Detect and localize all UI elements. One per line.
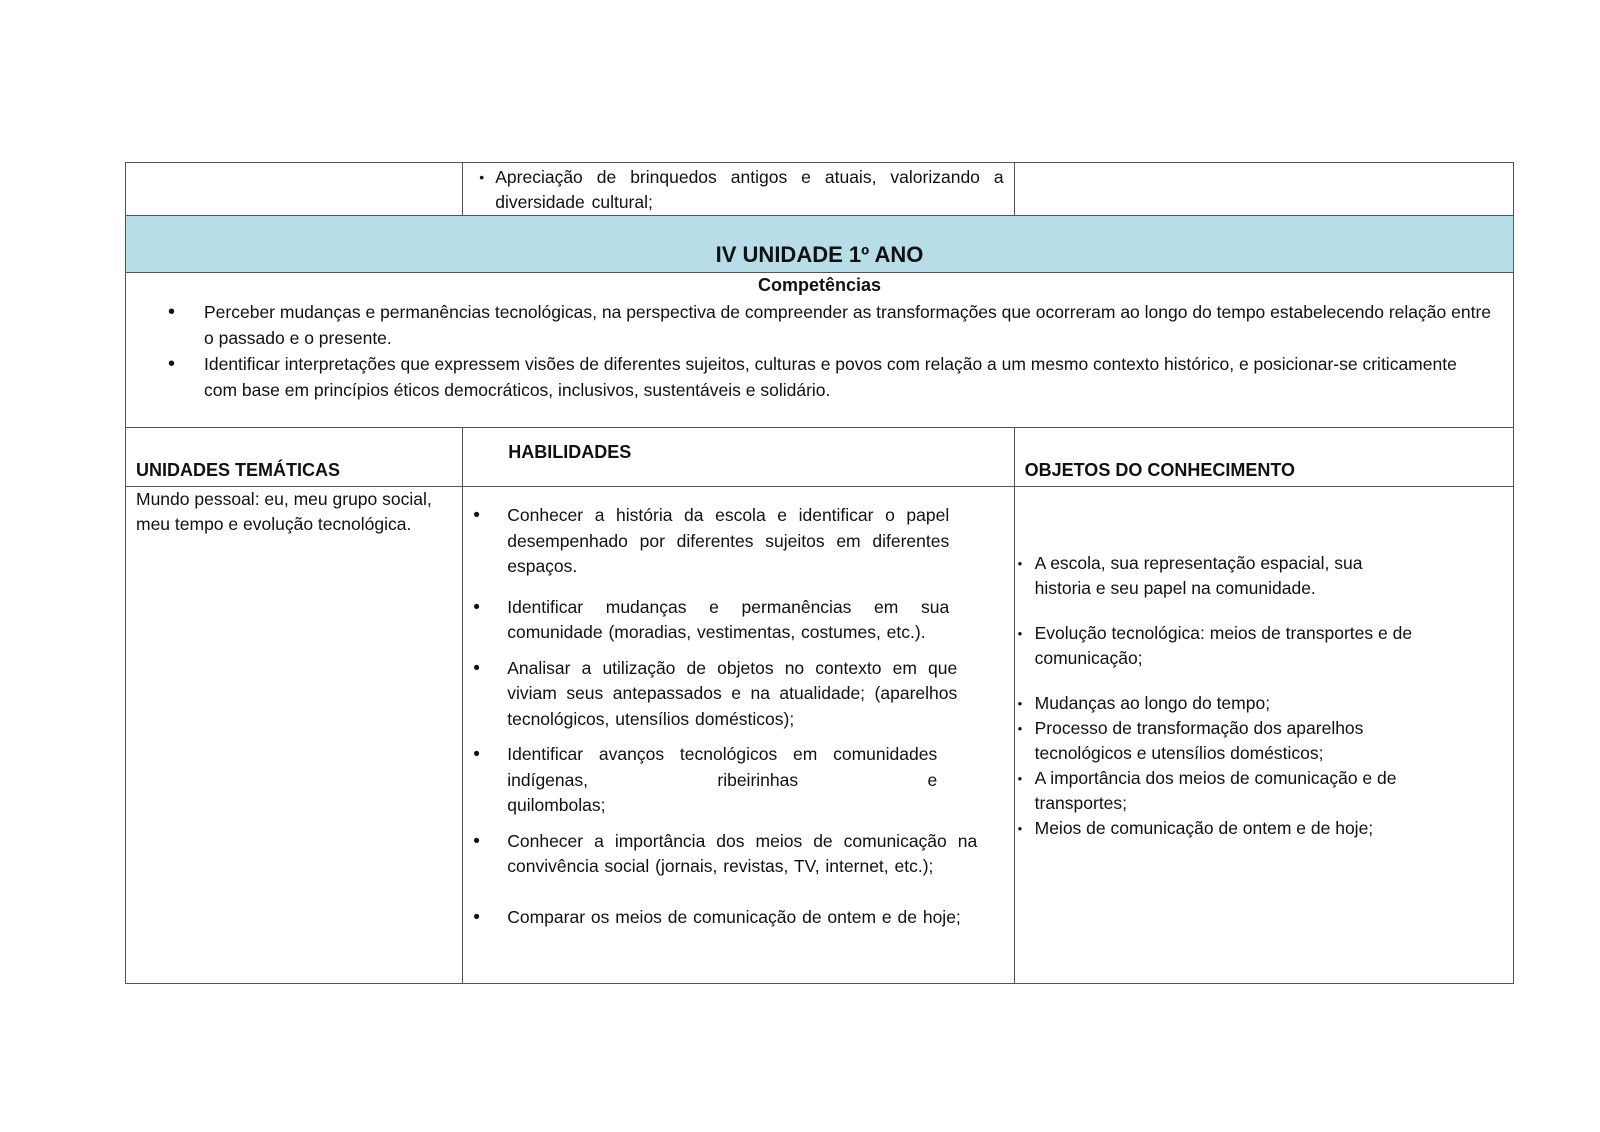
header-unidades-tematicas: UNIDADES TEMÁTICAS <box>126 428 463 487</box>
unit-title: IV UNIDADE 1º ANO <box>715 242 924 267</box>
header-habilidades: HABILIDADES <box>463 428 1014 487</box>
habilidade-item <box>473 742 937 819</box>
habilidade-text-end: quilombolas; <box>507 795 606 815</box>
competencia-item: • Perceber mudanças e permanências tecnológicas, na perspectiva de compreender as transformações que ocorreram ao longo do tempo estabelecendo relação entre o passado e o presente. <box>168 299 1493 351</box>
competencia-item: • Identificar interpretações que expressem visões de diferentes sujeitos, culturas e povos com relação a um mesmo contexto histórico, e posicionar-se criticamente com base em princípios éticos democráticos, inclusivos, sustentáveis e solidário. <box>168 351 1493 403</box>
previous-empty-cell <box>1014 163 1513 216</box>
competencias-list <box>126 299 1513 403</box>
habilidade-item: • Analisar a utilização de objetos no contexto em que viviam seus antepassados e na atualidade; (aparelhos tecnológicos, utensílios domésticos); <box>473 656 957 733</box>
objetos-cell <box>1014 487 1513 984</box>
column-header-row <box>126 428 1514 487</box>
unit-title-row <box>126 216 1514 273</box>
competencias-row <box>126 273 1514 428</box>
unit-title-cell <box>126 216 1514 273</box>
habilidades-list <box>463 487 1013 930</box>
content-row <box>126 487 1514 984</box>
objeto-item <box>1018 766 1503 816</box>
curriculum-table <box>125 162 1514 984</box>
habilidade-text: Identificar avanços tecnológicos em comunidades indígenas, ribeirinhas e <box>507 744 938 790</box>
previous-habilidade-text: Apreciação de brinquedos antigos e atuais, valorizando a diversidade cultural; <box>495 167 1004 212</box>
habilidade-item: • Identificar mudanças e permanências em sua comunidade (moradias, vestimentas, costumes, etc.). <box>473 595 949 646</box>
competencias-cell <box>126 273 1514 428</box>
habilidade-item: • Comparar os meios de comunicação de ontem e de hoje; <box>473 905 1007 931</box>
bullet-icon: • <box>479 169 485 185</box>
curriculum-document <box>125 162 1514 984</box>
previous-empty-cell <box>126 163 463 216</box>
previous-habilidade-cell <box>463 163 1014 216</box>
objeto-text: • Processo de transformação dos aparelhos tecnológicos e utensílios domésticos; <box>1034 718 1364 763</box>
objeto-text: • Evolução tecnológica: meios de transportes e de comunicação; <box>1034 623 1413 668</box>
objeto-item: • Meios de comunicação de ontem e de hoje; <box>1018 816 1503 841</box>
habilidades-cell <box>463 487 1014 984</box>
unidade-tematica-cell <box>126 487 463 984</box>
previous-unit-row <box>126 163 1514 216</box>
unidade-tematica-text: Mundo pessoal: eu, meu grupo social, meu tempo e evolução tecnológica. <box>136 489 432 534</box>
competencias-title: Competências <box>757 275 882 295</box>
objeto-text: • A importância dos meios de comunicação e de transportes; <box>1034 768 1397 813</box>
objetos-list <box>1015 487 1513 841</box>
objeto-item: • Mudanças ao longo do tempo; <box>1018 691 1503 716</box>
header-objetos-conhecimento: OBJETOS DO CONHECIMENTO <box>1014 428 1513 487</box>
objeto-text: • A escola, sua representação espacial, sua historia e seu papel na comunidade. <box>1034 553 1363 598</box>
objeto-item <box>1018 621 1503 671</box>
habilidade-item: • Conhecer a importância dos meios de comunicação na convivência social (jornais, revistas, TV, internet, etc.); <box>473 829 977 880</box>
objeto-item <box>1018 551 1503 601</box>
objeto-item <box>1018 716 1503 766</box>
habilidade-item: • Conhecer a história da escola e identificar o papel desempenhado por diferentes sujeitos em diferentes espaços. <box>473 503 949 580</box>
